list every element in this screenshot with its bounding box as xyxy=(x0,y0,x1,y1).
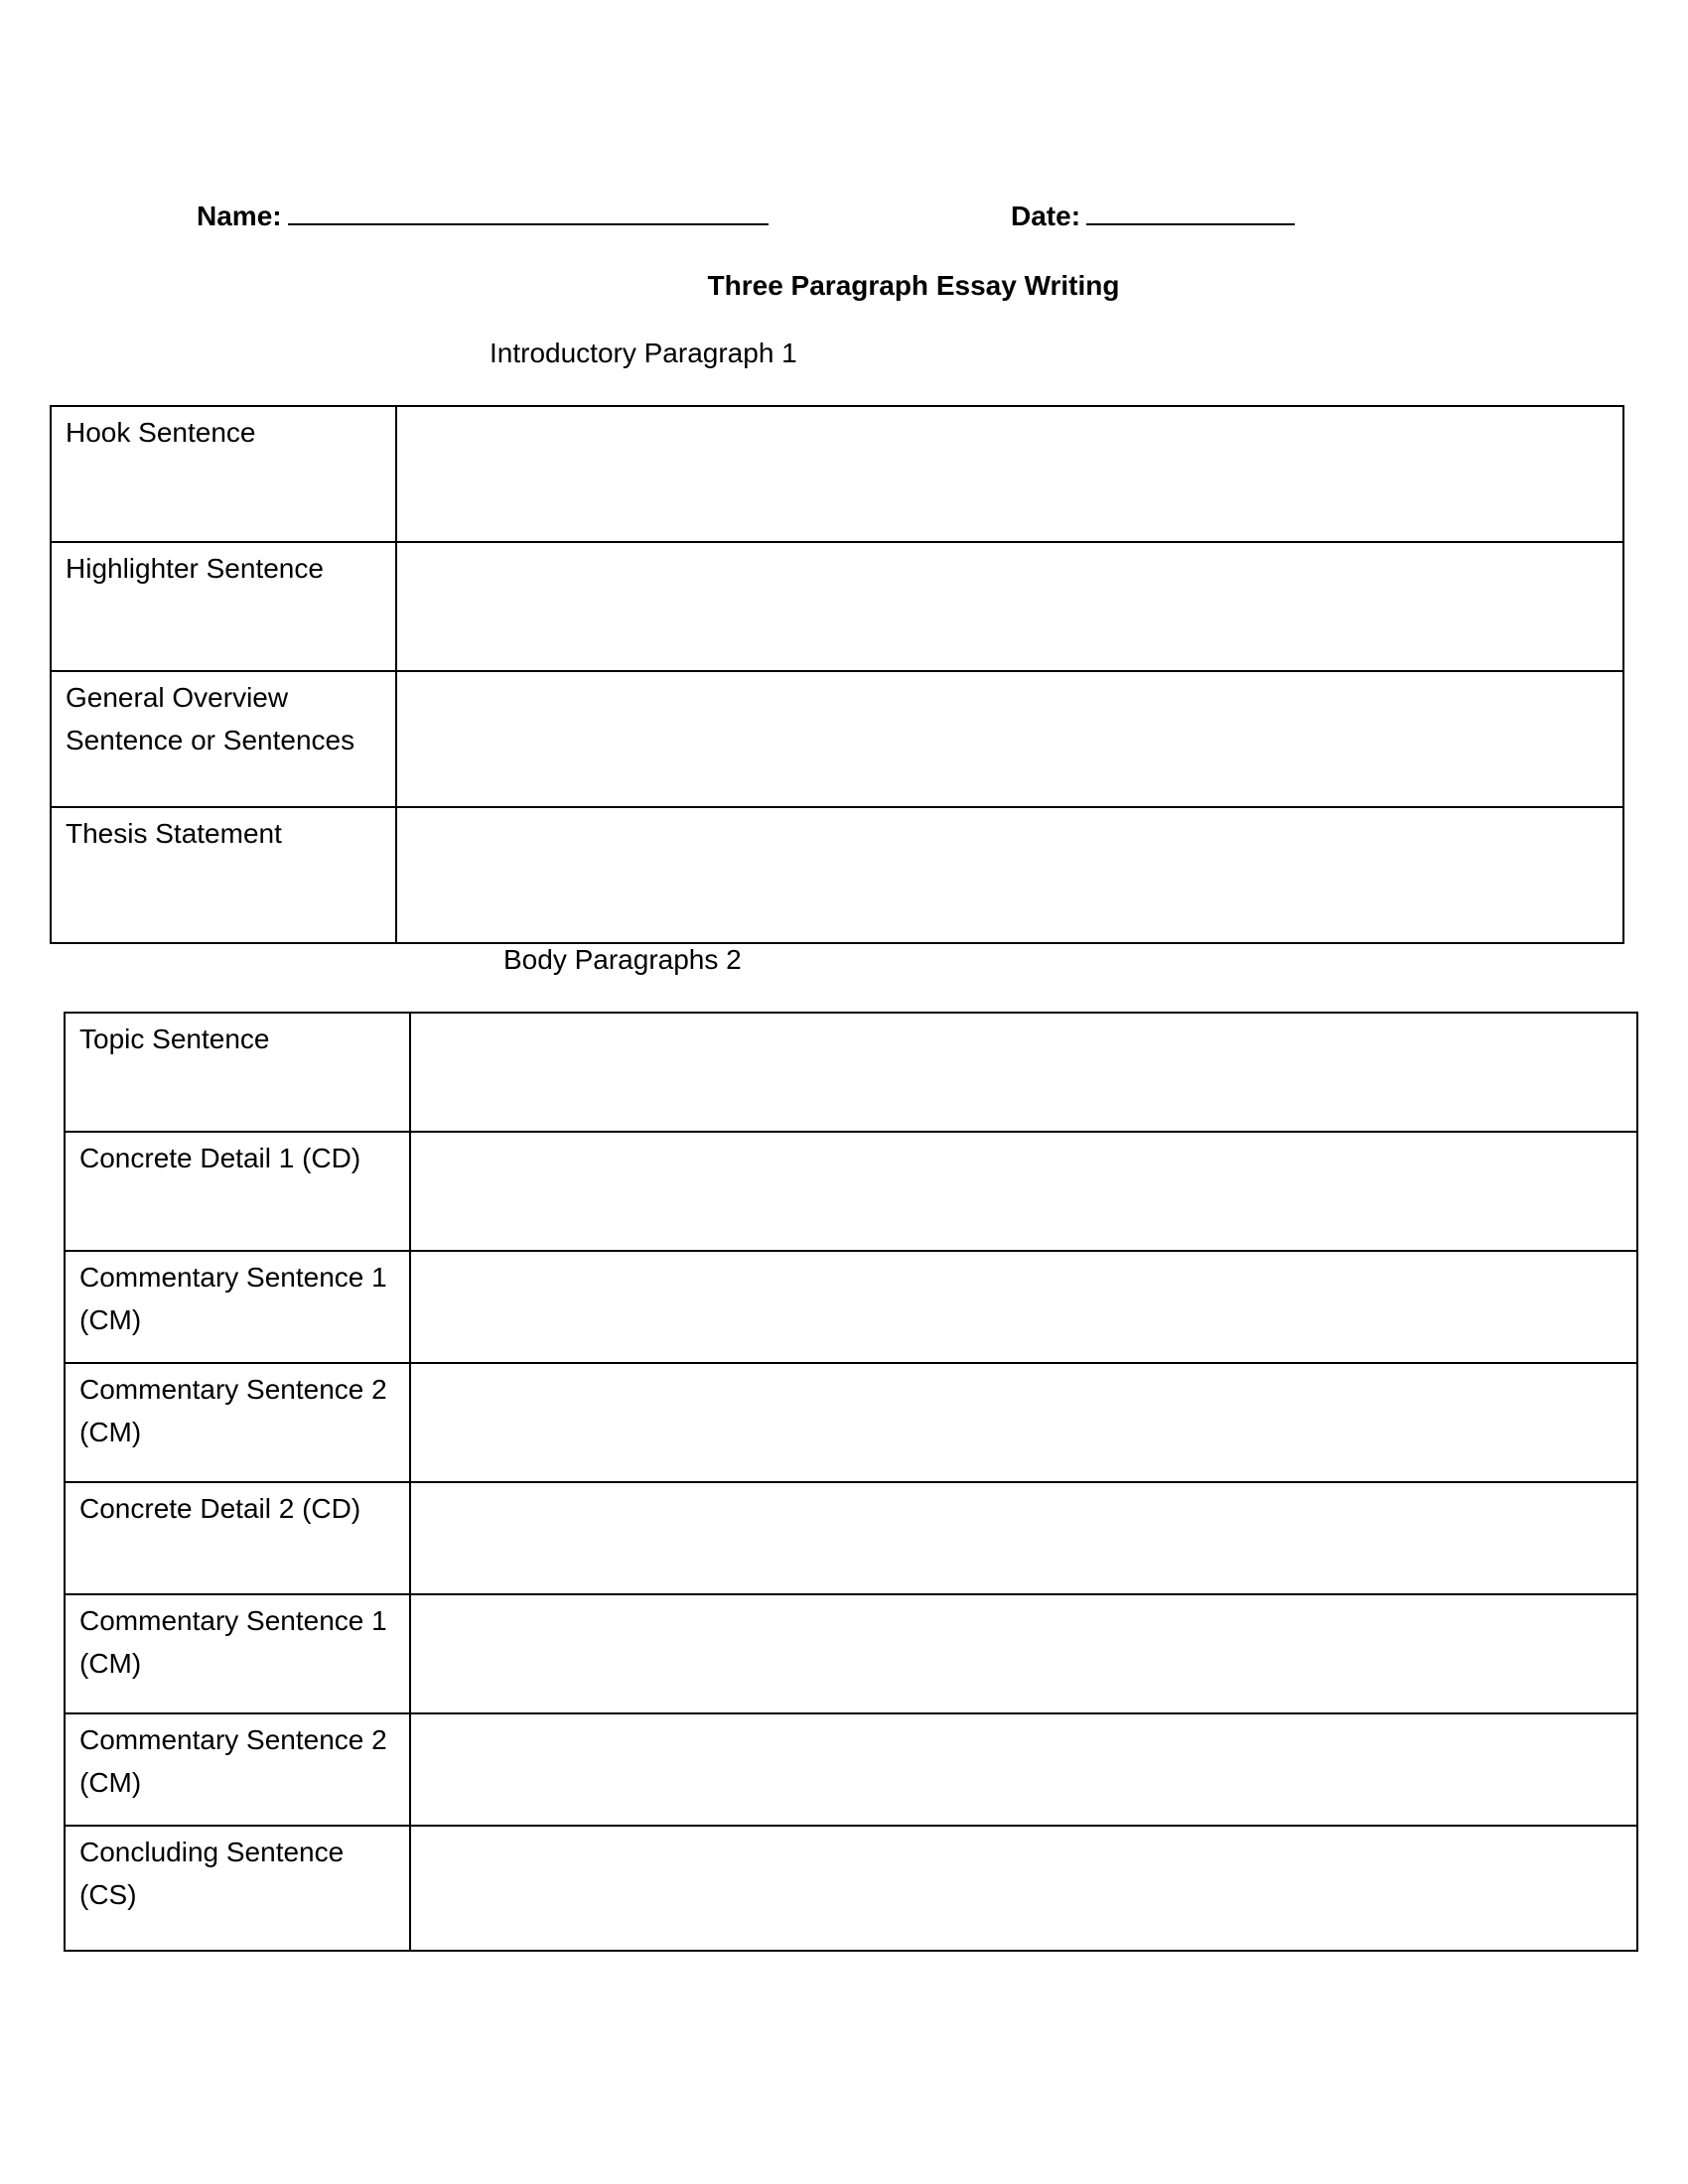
table-row xyxy=(65,1713,1637,1826)
row-label: Concrete Detail 2 (CD) xyxy=(65,1482,410,1594)
page-title: Three Paragraph Essay Writing xyxy=(707,270,1120,301)
table-row xyxy=(65,1132,1637,1251)
date-label: Date: xyxy=(1011,201,1081,231)
table-row xyxy=(51,671,1623,807)
table-row xyxy=(65,1482,1637,1594)
table-row xyxy=(51,542,1623,671)
answer-cell[interactable] xyxy=(410,1594,1637,1713)
name-label: Name: xyxy=(197,201,282,231)
body-section-heading: Body Paragraphs 2 xyxy=(503,944,742,975)
row-label: Commentary Sentence 1 (CM) xyxy=(65,1251,410,1363)
body-table xyxy=(64,1012,1638,1952)
table-row xyxy=(51,406,1623,542)
row-label: Commentary Sentence 2 (CM) xyxy=(65,1713,410,1826)
answer-cell[interactable] xyxy=(410,1013,1637,1132)
date-blank-line[interactable] xyxy=(1086,202,1295,225)
row-label: Topic Sentence xyxy=(65,1013,410,1132)
table-row xyxy=(65,1251,1637,1363)
answer-cell[interactable] xyxy=(410,1132,1637,1251)
row-label: Concrete Detail 1 (CD) xyxy=(65,1132,410,1251)
answer-cell[interactable] xyxy=(410,1826,1637,1951)
table-row xyxy=(65,1826,1637,1951)
answer-cell[interactable] xyxy=(410,1363,1637,1482)
answer-cell[interactable] xyxy=(396,406,1623,542)
name-field[interactable] xyxy=(197,201,769,232)
row-label: Commentary Sentence 2 (CM) xyxy=(65,1363,410,1482)
answer-cell[interactable] xyxy=(410,1482,1637,1594)
date-field[interactable] xyxy=(1011,201,1295,232)
table-row xyxy=(65,1594,1637,1713)
answer-cell[interactable] xyxy=(396,671,1623,807)
answer-cell[interactable] xyxy=(396,542,1623,671)
row-label: Concluding Sentence (CS) xyxy=(65,1826,410,1951)
answer-cell[interactable] xyxy=(396,807,1623,943)
table-row xyxy=(51,807,1623,943)
answer-cell[interactable] xyxy=(410,1713,1637,1826)
table-row xyxy=(65,1013,1637,1132)
row-label: General Overview Sentence or Sentences xyxy=(51,671,396,807)
row-label: Hook Sentence xyxy=(51,406,396,542)
row-label: Highlighter Sentence xyxy=(51,542,396,671)
name-blank-line[interactable] xyxy=(288,202,769,225)
intro-table xyxy=(50,405,1624,944)
intro-section-heading: Introductory Paragraph 1 xyxy=(490,338,797,368)
answer-cell[interactable] xyxy=(410,1251,1637,1363)
table-row xyxy=(65,1363,1637,1482)
row-label: Thesis Statement xyxy=(51,807,396,943)
row-label: Commentary Sentence 1 (CM) xyxy=(65,1594,410,1713)
